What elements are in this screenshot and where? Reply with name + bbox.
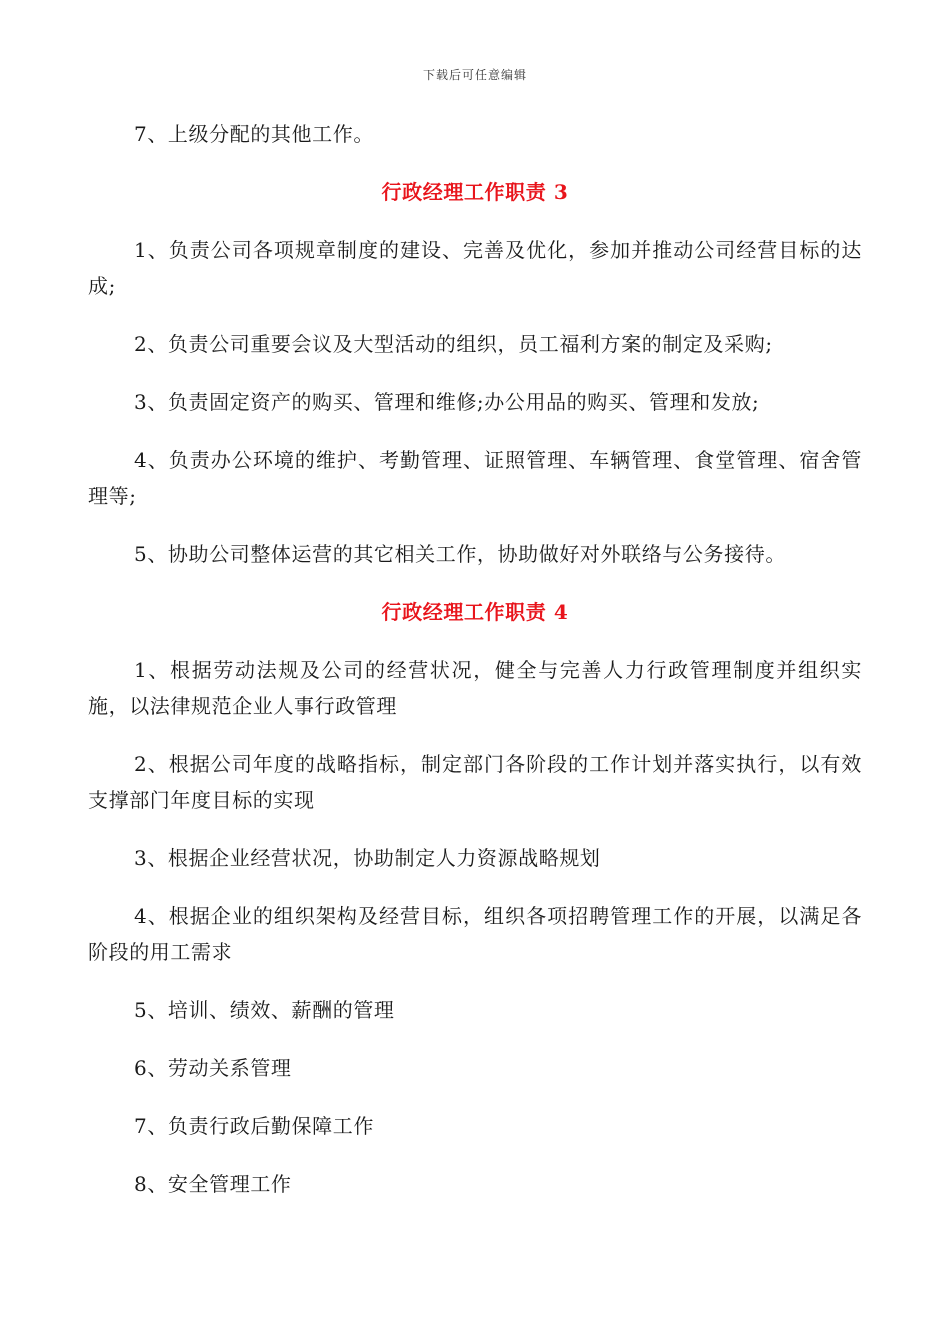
intro-item: 7、上级分配的其他工作。 — [134, 122, 374, 146]
section-3-item: 3、负责固定资产的购买、管理和维修;办公用品的购买、管理和发放; — [134, 390, 760, 414]
section-4-item: 5、培训、绩效、薪酬的管理 — [134, 998, 395, 1022]
section-4-item: 2、根据公司年度的战略指标，制定部门各阶段的工作计划并落实执行，以有效支撑部门年度目标的实现 — [88, 752, 862, 812]
section-3-title: 行政经理工作职责 3 — [381, 180, 569, 204]
page-header-note: 下载后可任意编辑 — [422, 68, 527, 82]
section-4-title: 行政经理工作职责 4 — [381, 600, 569, 624]
section-4-item: 6、劳动关系管理 — [134, 1056, 292, 1080]
section-3-item: 4、负责办公环境的维护、考勤管理、证照管理、车辆管理、食堂管理、宿舍管理等; — [88, 448, 862, 508]
section-4-item: 7、负责行政后勤保障工作 — [134, 1114, 374, 1138]
section-3-item: 5、协助公司整体运营的其它相关工作，协助做好对外联络与公务接待。 — [134, 542, 786, 566]
section-4-item: 8、安全管理工作 — [134, 1172, 292, 1196]
section-4-item: 4、根据企业的组织架构及经营目标，组织各项招聘管理工作的开展，以满足各阶段的用工需求 — [88, 904, 862, 964]
section-4-item: 3、根据企业经营状况，协助制定人力资源战略规划 — [134, 846, 601, 870]
document-body — [88, 116, 862, 1224]
section-3-item: 2、负责公司重要会议及大型活动的组织，员工福利方案的制定及采购; — [134, 332, 773, 356]
section-4-item: 1、根据劳动法规及公司的经营状况，健全与完善人力行政管理制度并组织实施，以法律规范企业人事行政管理 — [88, 658, 862, 718]
section-3-item: 1、负责公司各项规章制度的建设、完善及优化，参加并推动公司经营目标的达成; — [88, 238, 862, 298]
